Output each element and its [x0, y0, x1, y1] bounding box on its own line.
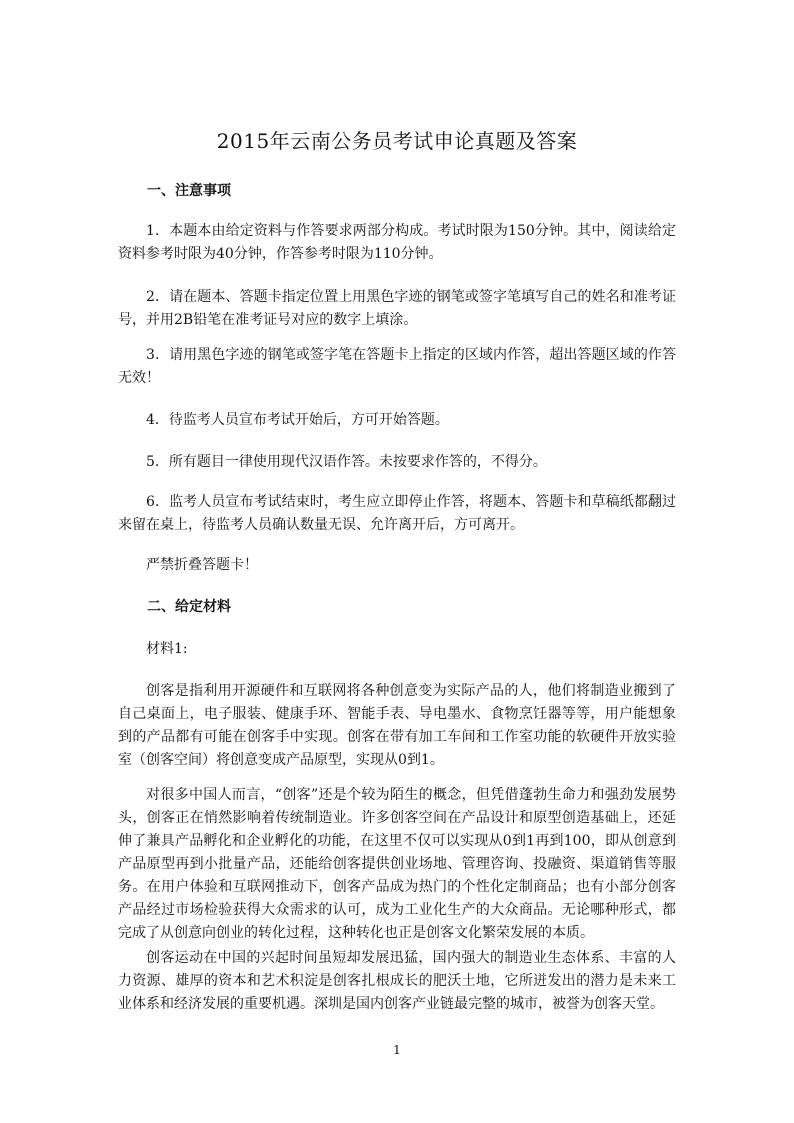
section-heading-materials: 二、给定材料 — [147, 599, 231, 615]
section-heading-notices: 一、注意事项 — [147, 183, 231, 199]
document-title: 2015年云南公务员考试申论真题及答案 — [216, 129, 578, 153]
notice-item-4: 4．待监考人员宣布考试开始后，方可开始答题。 — [146, 412, 449, 428]
notice-item-1: 1．本题本由给定资料与作答要求两部分构成。考试时限为150分钟。其中，阅读给定资料参考时限为40分钟，作答参考时限为110分钟。 — [118, 223, 676, 262]
warning-text: 严禁折叠答题卡！ — [146, 557, 258, 573]
material-paragraph-1: 创客是指利用开源硬件和互联网将各种创意变为实际产品的人，他们将制造业搬到了自己桌面上，电子服装、健康手环、智能手表、导电墨水、食物烹饪器等等，用户能想象到的产品都有可能在创客手中实现。创客在带有加工车间和工作室功能的软硬件开放实验室（创客空间）将创意变成产品原型，实现从0到1。 — [118, 683, 676, 768]
document-page — [118, 0, 676, 1123]
notice-item-3: 3．请用黑色字迹的钢笔或签字笔在答题卡上指定的区域内作答，超出答题区域的作答无效！ — [118, 347, 676, 386]
notice-item-2: 2．请在题本、答题卡指定位置上用黑色字迹的钢笔或签字笔填写自己的姓名和准考证号，并用2B铅笔在准考证号对应的数字上填涂。 — [118, 289, 676, 328]
notice-item-6: 6．监考人员宣布考试结束时，考生应立即停止作答，将题本、答题卡和草稿纸都翻过来留在桌上，待监考人员确认数量无误、允许离开后，方可离开。 — [118, 494, 676, 533]
material-label: 材料1: — [146, 641, 188, 657]
material-paragraph-3: 创客运动在中国的兴起时间虽短却发展迅猛，国内强大的制造业生态体系、丰富的人力资源、雄厚的资本和艺术积淀是创客扎根成长的肥沃土地，它所迸发出的潜力是未来工业体系和经济发展的重要机遇。深圳是国内创客产业链最完整的城市，被誉为创客天堂。 — [118, 950, 676, 1012]
material-paragraph-2: 对很多中国人而言，“创客”还是个较为陌生的概念，但凭借蓬勃生命力和强劲发展势头，创客正在悄然影响着传统制造业。许多创客空间在产品设计和原型创造基础上，还延伸了兼具产品孵化和企业孵化的功能，在这里不仅可以实现从0到1再到100，即从创意到产品原型再到小批量产品，还能给创客提供创业场地、管理咨询、投融资、渠道销售等服务。在用户体验和互联网推动下，创客产品成为热门的个性化定制商品；也有小部分创客产品经过市场检验获得大众需求的认可，成为工业化生产的大众商品。无论哪种形式，都完成了从创意向创业的转化过程，这种转化也正是创客文化繁荣发展的本质。 — [118, 787, 676, 941]
page-number: 1 — [393, 1043, 401, 1057]
notice-item-5: 5．所有题目一律使用现代汉语作答。未按要求作答的，不得分。 — [146, 454, 547, 470]
